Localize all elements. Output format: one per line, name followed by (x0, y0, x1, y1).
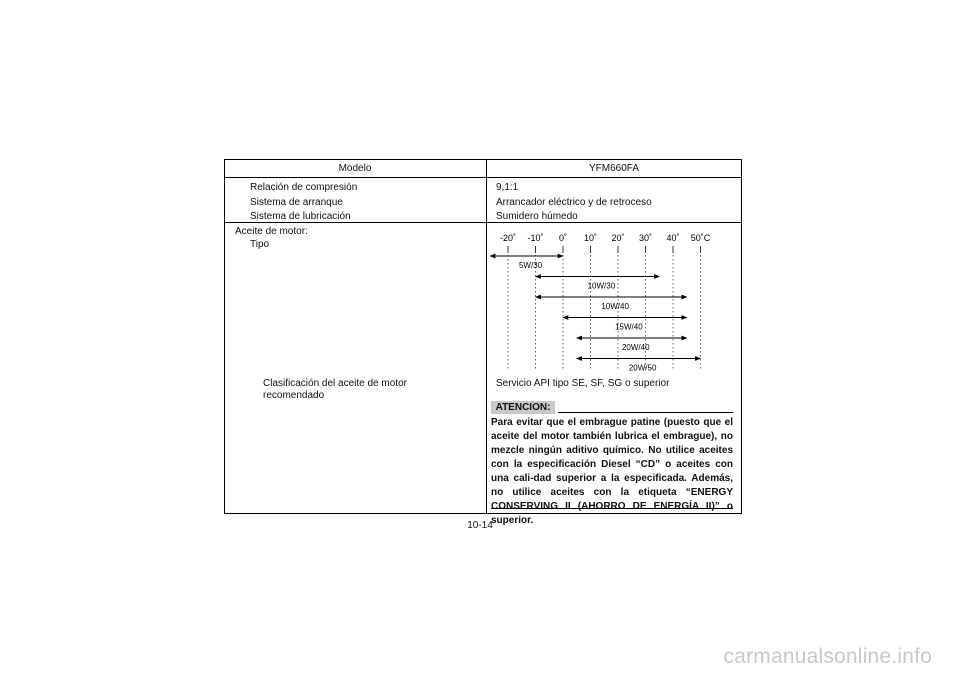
oil-classification-label-2: recomendado (263, 390, 325, 401)
temperature-tick-label: 0˚ (558, 233, 568, 243)
temperature-tick-label: 20˚ (611, 233, 625, 243)
temperature-tick-label: -10˚ (527, 233, 544, 243)
temperature-tick-label: 30˚ (638, 233, 653, 243)
temperature-tick-label: 40˚ (666, 233, 680, 243)
row-lubrication-label: Sistema de lubricación (250, 211, 351, 222)
grade-label: 10W/40 (601, 302, 629, 311)
temperature-tick-label: 10˚ (583, 233, 598, 243)
row-lubrication-value: Sumidero húmedo (496, 211, 578, 222)
oil-type-label: Tipo (250, 239, 270, 250)
temperature-tick-label: 50˚C (690, 233, 711, 243)
grade-label: 20W/50 (628, 363, 657, 372)
page-number: 10-14 (467, 520, 493, 531)
oil-classification-value: Servicio API tipo SE, SF, SG o superior (496, 378, 670, 389)
row-compression-value: 9,1:1 (496, 182, 519, 193)
row-compression-label: Relación de compresión (250, 182, 358, 193)
temperature-tick-label: -20˚ (499, 233, 517, 243)
grade-label: 10W/30 (587, 281, 616, 291)
grade-label: 20W/40 (621, 343, 650, 352)
header-model-value: YFM660FA (588, 163, 640, 174)
warning-label: ATENCION: (491, 401, 555, 414)
grade-label: 15W/40 (615, 322, 643, 332)
column-divider (486, 159, 487, 514)
oil-title: Aceite de motor: (235, 226, 308, 237)
warning-label-rule (558, 412, 733, 413)
header-divider (224, 177, 742, 178)
header-model-label: Modelo (338, 163, 372, 174)
grade-label: 5W/30 (518, 261, 543, 270)
oil-classification-label-1: Clasificación del aceite de motor (263, 378, 407, 389)
warning-text: Para evitar que el embrague patine (puesto que el aceite del motor también lubrica el embrague), no mezcle ningún aditivo químico. No utilice aceites con la especificación Diesel “CD” o aceites con una cali-dad superior a la especificada. Además, no utilice aceites con la etiqueta “ENERGY CONSERVING II (AHORRO DE ENERGÍA II)” o superior. (491, 417, 733, 526)
viscosity-chart (488, 230, 728, 372)
watermark: carmanualsonline.info (723, 645, 932, 668)
row-starter-label: Sistema de arranque (250, 197, 343, 208)
warning-bottom-rule (491, 508, 733, 509)
row-starter-value: Arrancador eléctrico y de retroceso (496, 197, 652, 208)
